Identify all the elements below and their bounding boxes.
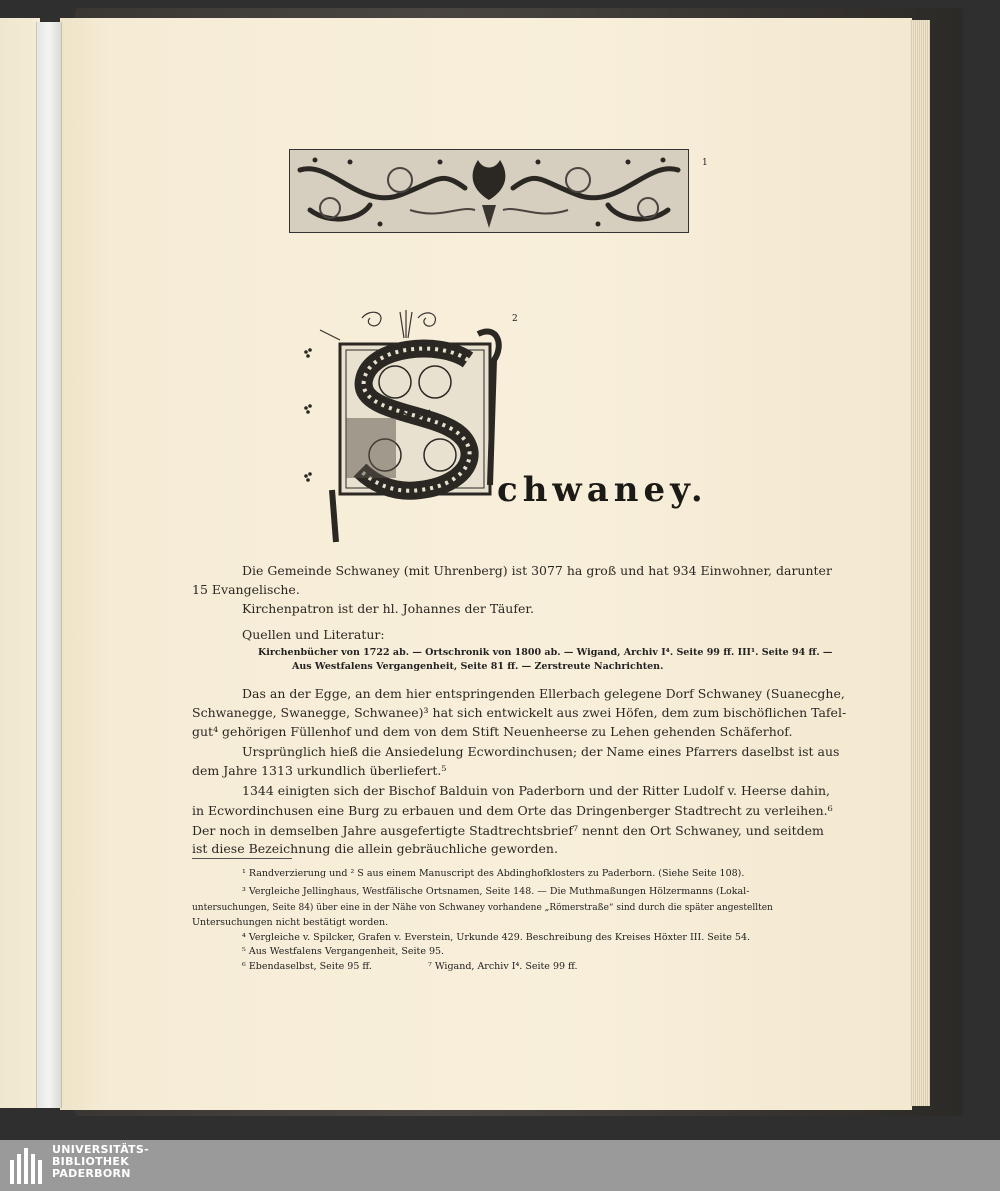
- sources-line: Kirchenbücher von 1722 ab. — Ortschronik von 1800 ab. — Wigand, Archiv I⁴. Seite 99 ff. III¹. Seite 94 ff. —: [258, 647, 833, 658]
- footnote: ¹ Randverzierung und ² S aus einem Manuscript des Abdinghofklosters zu Paderborn. (Siehe Seite 108).: [242, 868, 745, 879]
- paragraph-line: Die Gemeinde Schwaney (mit Uhrenberg) ist 3077 ha groß und hat 934 Einwohner, darunter: [242, 563, 832, 578]
- footnote-mark: 1: [702, 158, 708, 168]
- footer-logo-text: BIBLIOTHEK: [52, 1155, 130, 1168]
- footnote: ³ Vergleiche Jellinghaus, Westfälische Ortsnamen, Seite 148. — Die Muthmaßungen Hölzermanns (Lokal-: [242, 886, 750, 897]
- paragraph-line: dem Jahre 1313 urkundlich überliefert.⁵: [192, 763, 447, 778]
- paragraph-line: Ursprünglich hieß die Ansiedelung Ecwordinchusen; der Name eines Pfarrers daselbst ist aus: [242, 744, 840, 759]
- footnote: ⁶ Ebendaselbst, Seite 95 ff.: [242, 961, 372, 972]
- footnote-divider: [192, 858, 292, 859]
- decorative-frieze: [289, 149, 689, 233]
- footnote: Untersuchungen nicht bestätigt worden.: [192, 917, 389, 928]
- paragraph-line: ist diese Bezeichnung die allein gebräuchliche geworden.: [192, 841, 558, 856]
- paragraph-line: Schwanegge, Swanegge, Schwanee)³ hat sich entwickelt aus zwei Höfen, dem zum bischöflichen Tafel-: [192, 705, 847, 720]
- university-library-logo-icon: [8, 1146, 48, 1190]
- paragraph-line: 1344 einigten sich der Bischof Balduin von Paderborn und der Ritter Ludolf v. Heerse dahin,: [242, 783, 830, 798]
- footnote: untersuchungen, Seite 84) über eine in der Nähe von Schwaney vorhandene „Römerstraße“ sind durch die später angestellten: [192, 903, 773, 913]
- paragraph-line: Kirchenpatron ist der hl. Johannes der Täufer.: [242, 601, 534, 616]
- paragraph-line: in Ecwordinchusen eine Burg zu erbauen und dem Orte das Dringenberger Stadtrecht zu verleihen.⁶: [192, 803, 833, 818]
- footnote-mark: 2: [512, 314, 518, 324]
- footer-logo-text: UNIVERSITÄTS-: [52, 1143, 149, 1156]
- page-title: chwaney.: [497, 470, 708, 510]
- footnote: ⁴ Vergleiche v. Spilcker, Grafen v. Everstein, Urkunde 429. Beschreibung des Kreises Höxter III. Seite 54.: [242, 932, 751, 943]
- paragraph-line: Der noch in demselben Jahre ausgefertigte Stadtrechtsbrief⁷ nennt den Ort Schwaney, und seitdem: [192, 823, 824, 838]
- decorated-initial-s: [300, 310, 510, 545]
- footnote: ⁷ Wigand, Archiv I⁴. Seite 99 ff.: [428, 961, 578, 972]
- footer-logo-text: PADERBORN: [52, 1167, 131, 1180]
- library-footer-bar: [0, 1140, 1000, 1191]
- section-heading: Quellen und Literatur:: [242, 627, 385, 642]
- sources-line: Aus Westfalens Vergangenheit, Seite 81 ff. — Zerstreute Nachrichten.: [292, 661, 664, 672]
- paragraph-line: Das an der Egge, an dem hier entspringenden Ellerbach gelegene Dorf Schwaney (Suanecghe,: [242, 686, 845, 701]
- paragraph-line: 15 Evangelische.: [192, 582, 300, 597]
- binding-gutter: [36, 22, 62, 1108]
- page-stack-edge: [910, 20, 930, 1106]
- footnote: ⁵ Aus Westfalens Vergangenheit, Seite 95.: [242, 946, 445, 957]
- left-page-edge: [0, 18, 40, 1108]
- paragraph-line: gut⁴ gehörigen Füllenhof und dem von dem Stift Neuenheerse zu Lehen gehenden Schäferhof.: [192, 724, 793, 739]
